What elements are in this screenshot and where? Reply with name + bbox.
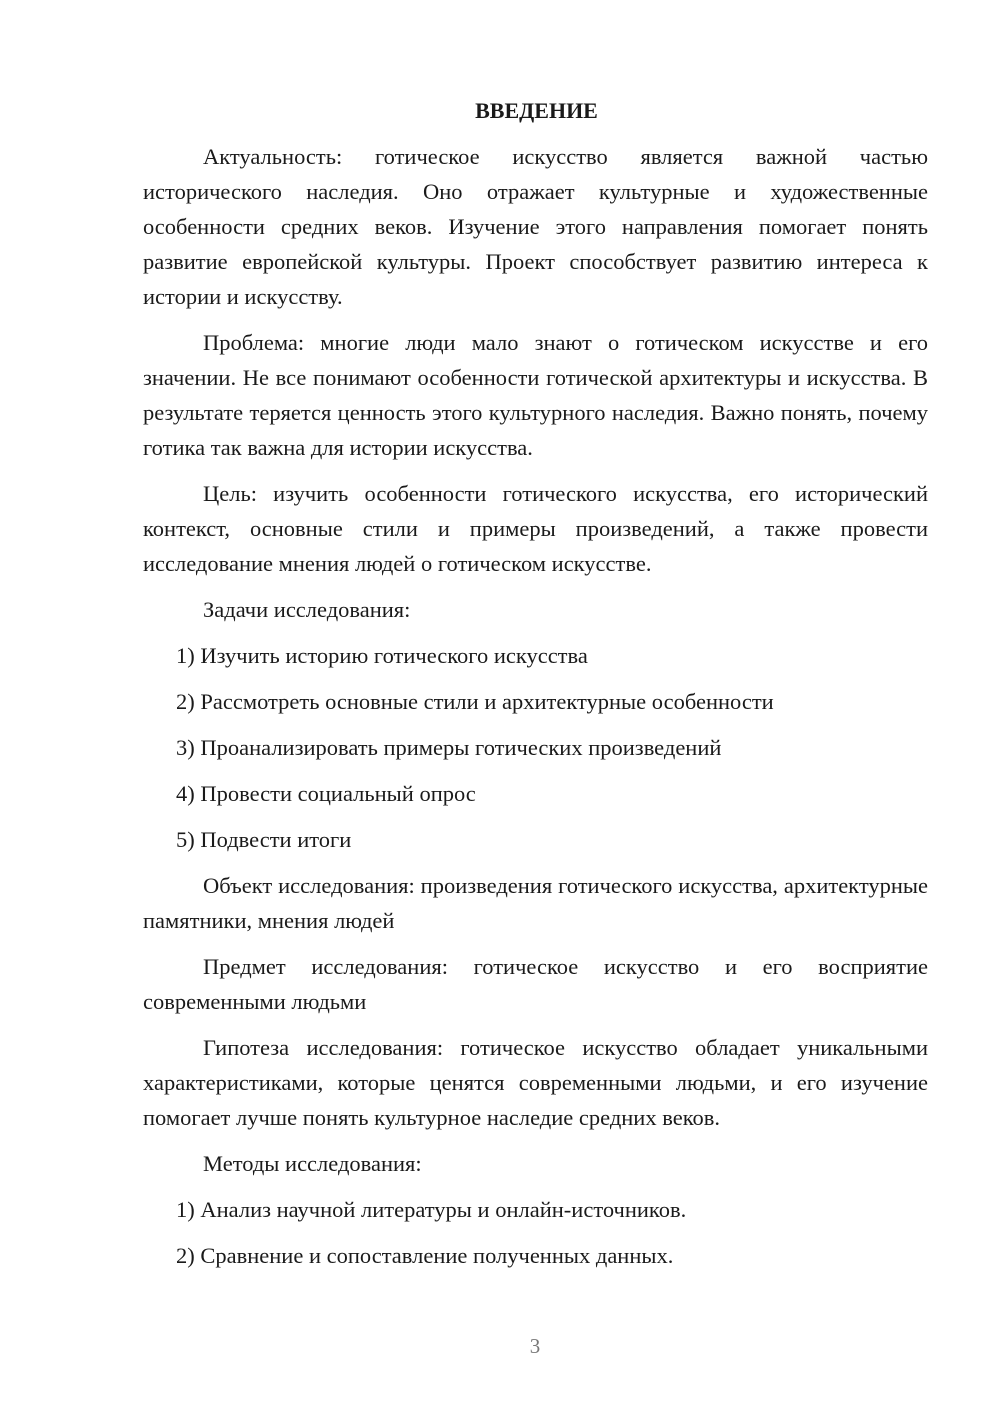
list-item: 1) Анализ научной литературы и онлайн-источников. xyxy=(176,1197,687,1222)
tasks-heading: Задачи исследования: xyxy=(203,597,411,622)
list-item: 5) Подвести итоги xyxy=(176,827,352,852)
section-title: ВВЕДЕНИЕ xyxy=(475,98,598,123)
methods-list xyxy=(143,1192,928,1273)
list-item: 3) Проанализировать примеры готических произведений xyxy=(176,735,722,760)
list-item: 1) Изучить историю готического искусства xyxy=(176,643,588,668)
list-item: 2) Сравнение и сопоставление полученных данных. xyxy=(176,1243,674,1268)
goal-paragraph: Цель: изучить особенности готического искусства, его исторический контекст, основные стили и примеры произведений, а также провести исследование мнения людей о готическом искусстве. xyxy=(143,481,928,576)
list-item: 2) Рассмотреть основные стили и архитектурные особенности xyxy=(176,689,774,714)
object-paragraph: Объект исследования: произведения готического искусства, архитектурные памятники, мнения людей xyxy=(143,873,928,933)
hypothesis-paragraph: Гипотеза исследования: готическое искусство обладает уникальными характеристиками, которые ценятся современными людьми, и его изучение помогает лучше понять культурное наследие средних веков. xyxy=(143,1035,928,1130)
page-number: 3 xyxy=(529,1334,541,1358)
problem-paragraph: Проблема: многие люди мало знают о готическом искусстве и его значении. Не все понимают особенности готической архитектуры и искусства. В результате теряется ценность этого культурного наследия. Важно понять, почему готика так важна для истории искусства. xyxy=(143,330,928,460)
tasks-list xyxy=(143,638,928,857)
list-item: 4) Провести социальный опрос xyxy=(176,781,476,806)
relevance-paragraph: Актуальность: готическое искусство является важной частью исторического наследия. Оно отражает культурные и художественные особенности средних веков. Изучение этого направления помогает понять развитие европейской культуры. Проект способствует развитию интереса к истории и искусству. xyxy=(143,144,928,309)
subject-paragraph: Предмет исследования: готическое искусство и его восприятие современными людьми xyxy=(143,954,928,1014)
methods-heading: Методы исследования: xyxy=(203,1151,422,1176)
document-page xyxy=(143,93,928,1284)
